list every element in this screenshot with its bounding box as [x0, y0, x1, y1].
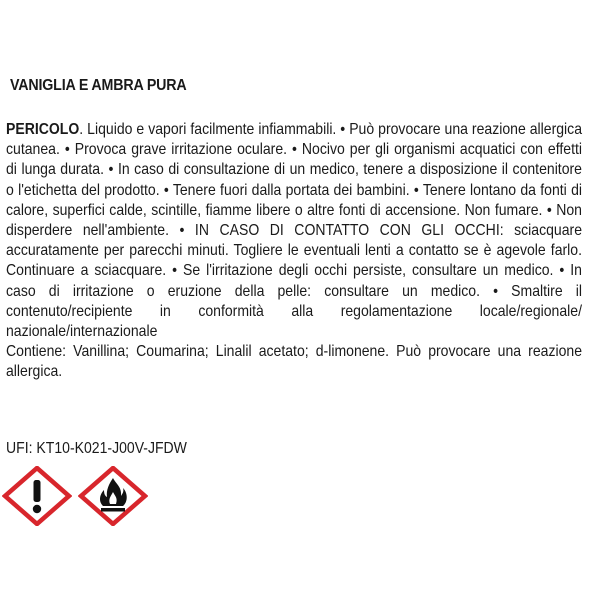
- hazard-statements: . Liquido e vapori facilmente infiammabili. • Può provocare una reazione allergica cutanea. • Provoca grave irritazione oculare. • Nocivo per gli organismi acquatici con effetti di lunga durata. • In caso di consultazione di un medico, tenere a disposizione il contenitore o l'etichetta del prodotto. • Tenere fuori dalla portata dei bambini. • Tenere lontano da fonti di calore, superfici calde, scintille, fiamme libere o altre fonti di accensione. Non fumare. • Non disperdere nell'ambiente. • IN CASO DI CONTATTO CON GLI OCCHI: sciacquare accuratamente per parecchi minuti. Togliere le eventuali lenti a contatto se è agevole farlo. Continuare a sciacquare. • Se l'irritazione degli occhi persiste, consultare un medico. • In caso di irritazione o eruzione della pelle: consultare un medico. • Smaltire il contenuto/recipiente in conformità alla regolamentazione locale/regionale/ nazionale/internazionale: [6, 121, 583, 341]
- product-title: VANIGLIA E AMBRA PURA: [10, 77, 187, 94]
- exclamation-mark-icon: [2, 466, 72, 526]
- flame-icon: [78, 466, 148, 526]
- signal-word: PERICOLO: [6, 121, 80, 138]
- ufi-code: UFI: KT10-K021-J00V-JFDW: [6, 440, 187, 457]
- ingredients-statement: Contiene: Vanillina; Coumarina; Linalil acetato; d-limonene. Può provocare una reazione allergica.: [6, 343, 582, 381]
- hazard-statements-block: [6, 120, 582, 383]
